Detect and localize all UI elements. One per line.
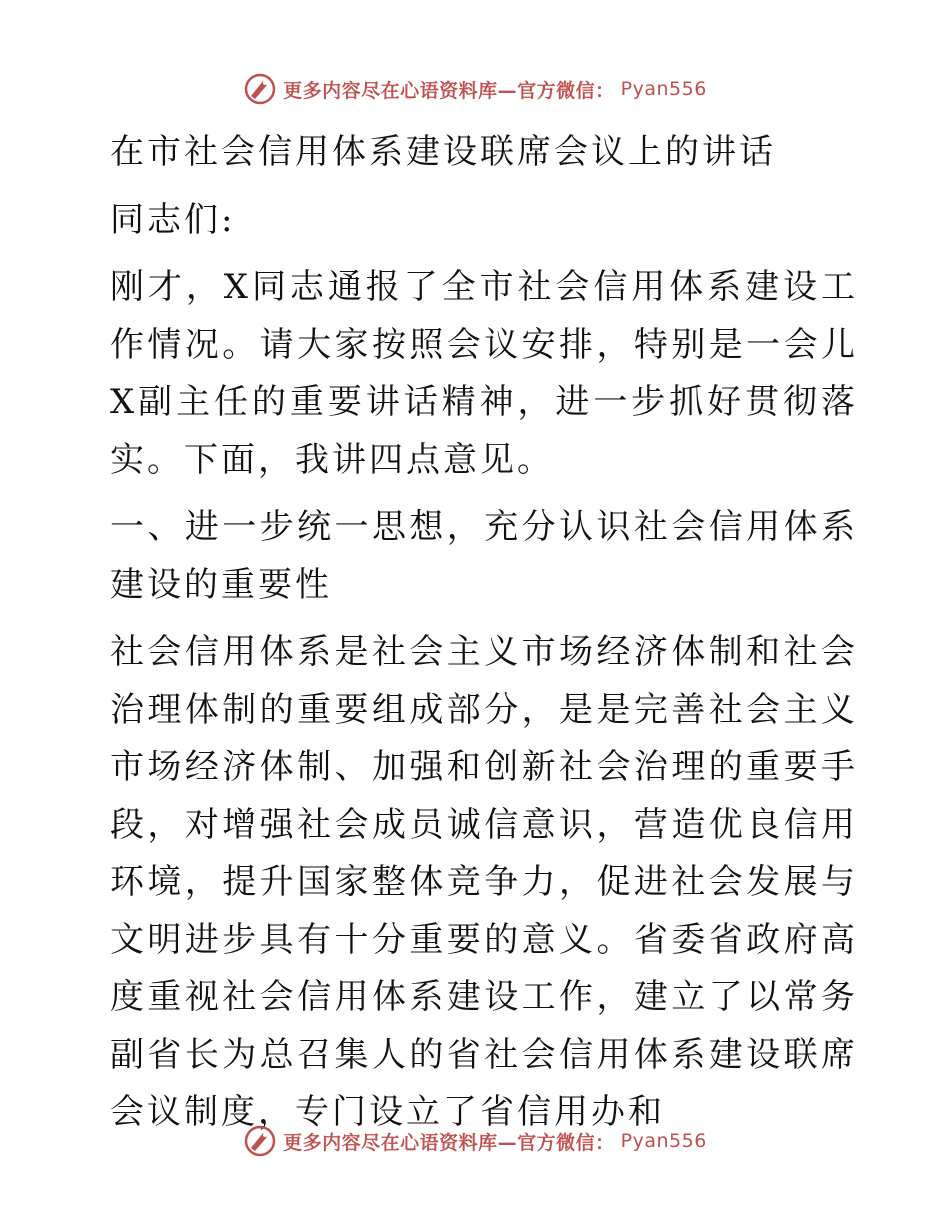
paragraph-1: 刚才，X同志通报了全市社会信用体系建设工作情况。请大家按照会议安排，特别是一会儿X副主任的重要讲话精神，进一步抓好贯彻落实。下面，我讲四点意见。 (110, 267, 858, 480)
watermark-id: Pyan556 (620, 78, 707, 100)
logo-icon (243, 72, 277, 106)
paragraph-2: 社会信用体系是社会主义市场经济体制和社会治理体制的重要组成部分，是是完善社会主义市场经济体制、加强和创新社会治理的重要手段，对增强社会成员诚信意识，营造优良信用环境，提升国家整体竞争力，促进社会发展与文明进步具有十分重要的意义。省委省政府高度重视社会信用体系建设工作，建立了以常务副省长为总召集人的省社会信用体系建设联席会议制度，专门设立了省信用办和 (110, 632, 858, 1132)
watermark-id: Pyan556 (620, 1130, 707, 1152)
logo-icon (243, 1124, 277, 1158)
header-watermark (0, 72, 950, 106)
footer-watermark (0, 1124, 950, 1158)
document-body (98, 124, 858, 1142)
section-heading-1: 一、进一步统一思想，充分认识社会信用体系建设的重要性 (110, 507, 858, 605)
document-title: 在市社会信用体系建设联席会议上的讲话 (110, 132, 776, 172)
watermark-text: 更多内容尽在心语资料库—官方微信： (283, 1131, 615, 1154)
watermark-text: 更多内容尽在心语资料库—官方微信： (283, 79, 615, 102)
salutation: 同志们: (110, 199, 236, 240)
